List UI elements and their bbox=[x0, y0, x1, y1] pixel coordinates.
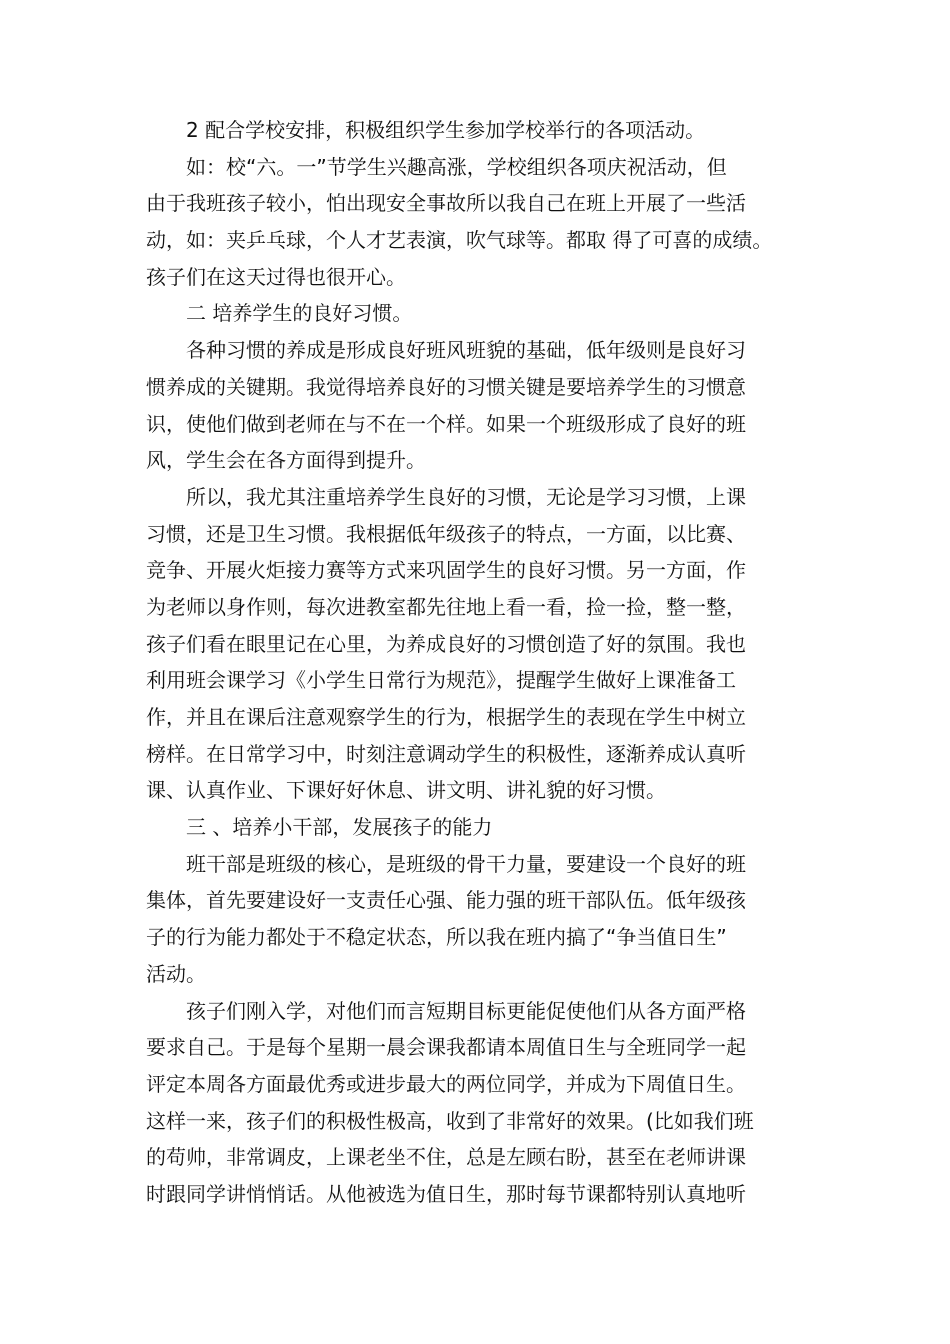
text-line: 习惯，还是卫生习惯。我根据低年级孩子的特点，一方面，以比赛、 bbox=[146, 521, 746, 546]
text-line: 时跟同学讲悄悄话。从他被选为值日生，那时每节课都特别认真地听 bbox=[146, 1181, 746, 1206]
text-line: 2 配合学校安排，积极组织学生参加学校举行的各项活动。 bbox=[186, 118, 706, 142]
text-line: 孩子们刚入学，对他们而言短期目标更能促使他们从各方面严格 bbox=[186, 998, 746, 1023]
text-line: 评定本周各方面最优秀或进步最大的两位同学，并成为下周值日生。 bbox=[146, 1071, 746, 1096]
text-line: 这样一来，孩子们的积极性极高，收到了非常好的效果。(比如我们班 bbox=[146, 1108, 754, 1133]
text-line: 榜样。在日常学习中，时刻注意调动学生的积极性，逐渐养成认真听 bbox=[146, 741, 746, 766]
text-line: 惯养成的关键期。我觉得培养良好的习惯关键是要培养学生的习惯意 bbox=[146, 374, 746, 399]
text-line: 识，使他们做到老师在与不在一个样。如果一个班级形成了良好的班 bbox=[146, 411, 746, 436]
document-body bbox=[146, 112, 811, 1213]
text-line: 孩子们在这天过得也很开心。 bbox=[146, 264, 406, 289]
text-line: 二 培养学生的良好习惯。 bbox=[186, 301, 413, 326]
text-line: 动，如：夹乒乓球，个人才艺表演，吹气球等。都取 得了可喜的成绩。 bbox=[146, 228, 773, 253]
text-line: 的苟帅，非常调皮，上课老坐不住，总是左顾右盼，甚至在老师讲课 bbox=[146, 1145, 746, 1170]
text-line: 集体，首先要建设好一支责任心强、能力强的班干部队伍。低年级孩 bbox=[146, 888, 746, 913]
text-line: 子的行为能力都处于不稳定状态，所以我在班内搞了“争当值日生” bbox=[146, 925, 727, 950]
text-line: 要求自己。于是每个星期一晨会课我都请本周值日生与全班同学一起 bbox=[146, 1035, 746, 1060]
text-line: 如：校“六。一”节学生兴趣高涨，学校组织各项庆祝活动，但 bbox=[186, 154, 727, 179]
text-line: 活动。 bbox=[146, 961, 206, 986]
text-line: 所以，我尤其注重培养学生良好的习惯，无论是学习习惯，上课 bbox=[186, 484, 746, 509]
text-line: 利用班会课学习《小学生日常行为规范》，提醒学生做好上课准备工 bbox=[146, 668, 736, 693]
text-line: 作，并且在课后注意观察学生的行为，根据学生的表现在学生中树立 bbox=[146, 705, 746, 729]
text-line: 孩子们看在眼里记在心里，为养成良好的习惯创造了好的氛围。我也 bbox=[146, 631, 746, 656]
text-line: 风，学生会在各方面得到提升。 bbox=[146, 448, 426, 473]
text-line: 课、认真作业、下课好好休息、讲文明、讲礼貌的好习惯。 bbox=[146, 778, 666, 803]
text-line: 各种习惯的养成是形成良好班风班貌的基础，低年级则是良好习 bbox=[186, 338, 746, 363]
text-line: 班干部是班级的核心，是班级的骨干力量，要建设一个良好的班 bbox=[186, 851, 746, 876]
text-line: 三 、培养小干部，发展孩子的能力 bbox=[186, 815, 493, 840]
text-line: 竞争、开展火炬接力赛等方式来巩固学生的良好习惯。另一方面，作 bbox=[146, 558, 746, 583]
text-line: 为老师以身作则，每次进教室都先往地上看一看，捡一捡，整一整， bbox=[146, 594, 746, 619]
text-line: 由于我班孩子较小，怕出现安全事故所以我自己在班上开展了一些活 bbox=[146, 191, 746, 216]
